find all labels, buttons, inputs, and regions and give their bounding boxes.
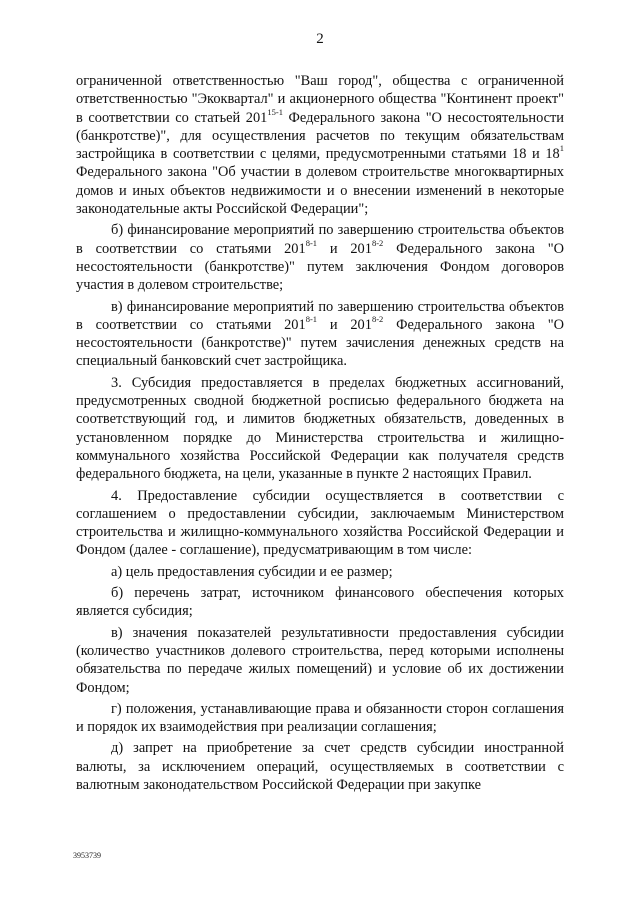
subpoint-g: г) положения, устанавливающие права и обязанности сторон соглашения и порядок их взаимодействия при реализации соглашения;	[76, 700, 564, 736]
superscript: 8-1	[305, 314, 318, 325]
superscript: 15-1	[267, 106, 283, 117]
text-fragment: Федерального закона "О несостоятельности (банкротстве)", для осуществления расчетов по текущим обязательствам застройщика в соответствии с целями, предусмотренными статьями 18 и 18	[76, 109, 564, 163]
subpoint-a: а) цель предоставления субсидии и ее размер;	[111, 563, 393, 580]
document-body	[76, 72, 564, 797]
clause-3: 3. Субсидия предоставляется в пределах бюджетных ассигнований, предусмотренных сводной бюджетной росписью федерального бюджета на соответствующий год, и лимитов бюджетных обязательств, доведенных в установленном порядке до Министерства строительства и жилищно-коммунального хозяйства Российской Федерации как получателя средств федерального бюджета, на цели, указанные в пункте 2 настоящих Правил.	[76, 374, 564, 483]
text-fragment: в) финансирование мероприятий по завершению строительства объектов в соответствии со статьями 201	[76, 298, 564, 333]
page-number: 2	[316, 31, 324, 47]
text-fragment: Федерального закона "О несостоятельности (банкротстве)" путем заключения Фондом договоров участия в долевом строительстве;	[76, 240, 564, 294]
text-fragment: Федерального закона "Об участии в долевом строительстве многоквартирных домов и иных объектов недвижимости и о внесении изменений в некоторые законодательные акты Российской Федерации";	[76, 164, 564, 218]
subpoint-v: в) значения показателей результативности предоставления субсидии (количество участников долевого строительства, перед которыми исполнены обязательства по передаче жилых помещений) и условие об их достижении Фондом;	[76, 624, 564, 696]
clause-4: 4. Предоставление субсидии осуществляется в соответствии с соглашением о предоставлении субсидии, заключаемым Министерством строительства и жилищно-коммунального хозяйства Российской Федерации и Фондом (далее - соглашение), предусматривающим в том числе:	[76, 487, 564, 559]
paragraph-continuation	[76, 72, 564, 218]
document-code: 3953739	[73, 851, 101, 860]
superscript: 8-2	[371, 237, 384, 248]
subpoint-b-financing	[76, 221, 564, 294]
superscript: 8-2	[371, 314, 384, 325]
subpoint-b: б) перечень затрат, источником финансового обеспечения которых является субсидия;	[76, 585, 564, 620]
subpoint-v-financing	[76, 298, 564, 371]
text-fragment: Федерального закона "О несостоятельности (банкротстве)" путем зачисления денежных средств на специальный банковский счет застройщика.	[76, 316, 564, 370]
text-fragment: ограниченной ответственностью "Ваш город", общества с ограниченной ответственностью "Экоквартал" и акционерного общества "Континент проект" в соответствии со статьей 201	[76, 73, 564, 126]
superscript: 1	[559, 143, 564, 154]
text-fragment: б) финансирование мероприятий по завершению строительства объектов в соответствии со статьями 201	[76, 222, 564, 257]
text-fragment: и 201	[317, 316, 372, 333]
subpoint-d: д) запрет на приобретение за счет средств субсидии иностранной валюты, за исключением операций, осуществляемых в соответствии с валютным законодательством Российской Федерации при закупке	[76, 740, 564, 793]
text-fragment: и 201	[317, 240, 372, 257]
superscript: 8-1	[305, 237, 318, 248]
